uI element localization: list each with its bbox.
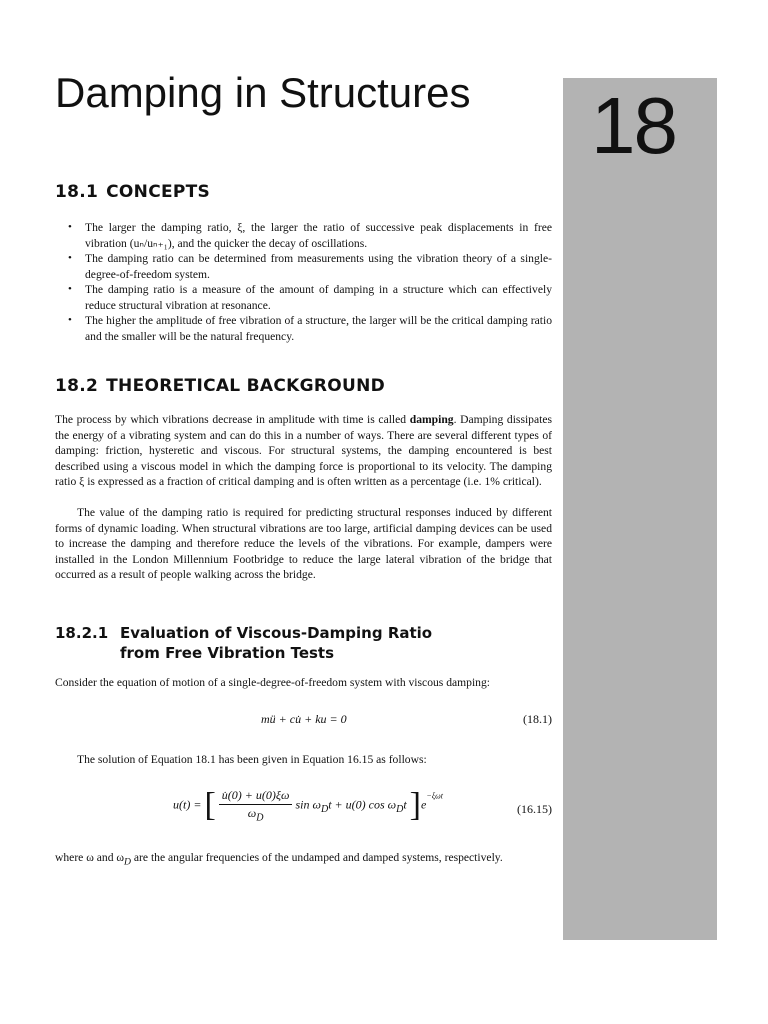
chapter-number: 18 [591,81,676,170]
subsection-title-line1: Evaluation of Viscous-Damping Ratio [120,624,433,642]
list-item: • The higher the amplitude of free vibration of a structure, the larger will be the critical damping ratio and the smaller will be the natural frequency. [68,314,552,343]
equation-label: (18.1) [523,712,552,726]
equation-label: (16.15) [517,802,552,816]
section-number: 18.2 [55,376,99,396]
list-item: • The damping ratio is a measure of the amount of damping in a structure which can effectively reduce structural vibration at resonance. [68,283,552,312]
section-heading-theoretical-background [55,376,385,396]
equation-fraction: $\frac{u̇(0) + u(0)\xi\omega}{\omega_D}$ [219,788,293,823]
paragraph-solution-intro: The solution of Equation 18.1 has been given in Equation 16.15 as follows: [77,753,427,766]
paragraph-damping-definition: The process by which vibrations decrease in amplitude with time is called damping. Damping dissipates the energy of a vibrating system and can do this in a number of ways. There are several different types of damping: friction, hysteretic and viscous. For structural systems, the damping encountered is best described using a viscous model in which the damping force is proportional to its velocity. The damping ratio ξ is expressed as a fraction of critical damping and is often written as a percentage (i.e. 1% critical). [55,413,552,488]
section-number: 18.1 [55,182,99,202]
section-title: CONCEPTS [106,182,211,202]
equation-body: u(t) = [ $\frac{u̇(0) + u(0)\xi\omega}{\omega_D}$ $\sin \omega_Dt + u(0)$ $\cos \omega_Dt$ ]$e^{-\xi\omega t}$ [173,786,444,824]
list-item: • The damping ratio can be determined from measurements using the vibration theory of a single-degree-of-freedom system. [68,252,552,281]
subsection-number: 18.2.1 [55,624,109,642]
section-title: THEORETICAL BACKGROUND [106,376,386,396]
concepts-list [55,220,552,344]
equation-16-15 [55,784,552,834]
list-item: • The larger the damping ratio, ξ, the larger the ratio of successive peak displacements in free vibration (uₙ/uₙ₊₁), and the quicker the decay of oscillations. [68,221,552,250]
paragraph-damping-value: The value of the damping ratio is required for predicting structural responses induced by different forms of dynamic loading. When structural vibrations are too large, artificial damping devices can be used to increase the damping and therefore reduce the levels of the vibrations. For example, dampers were installed in the London Millennium Footbridge to reduce the large lateral vibration of the bridge that occurred as a result of people walking across the bridge. [55,506,552,581]
subsection-title-line2: from Free Vibration Tests [120,644,335,662]
paragraph-angular-frequencies: where ω and $\omega_D$ are the angular frequencies of the undamped and damped systems, respectively. [55,851,503,868]
equation-body: mü + cu̇ + ku = 0 [261,712,347,726]
chapter-tab [563,78,717,940]
subsection-heading [55,623,432,663]
equation-18-1 [55,712,552,732]
paragraph-equation-intro: Consider the equation of motion of a single-degree-of-freedom system with viscous damping: [55,676,490,689]
bold-term: damping [409,413,454,426]
chapter-title: Damping in Structures [55,69,471,116]
section-heading-concepts [55,182,210,202]
